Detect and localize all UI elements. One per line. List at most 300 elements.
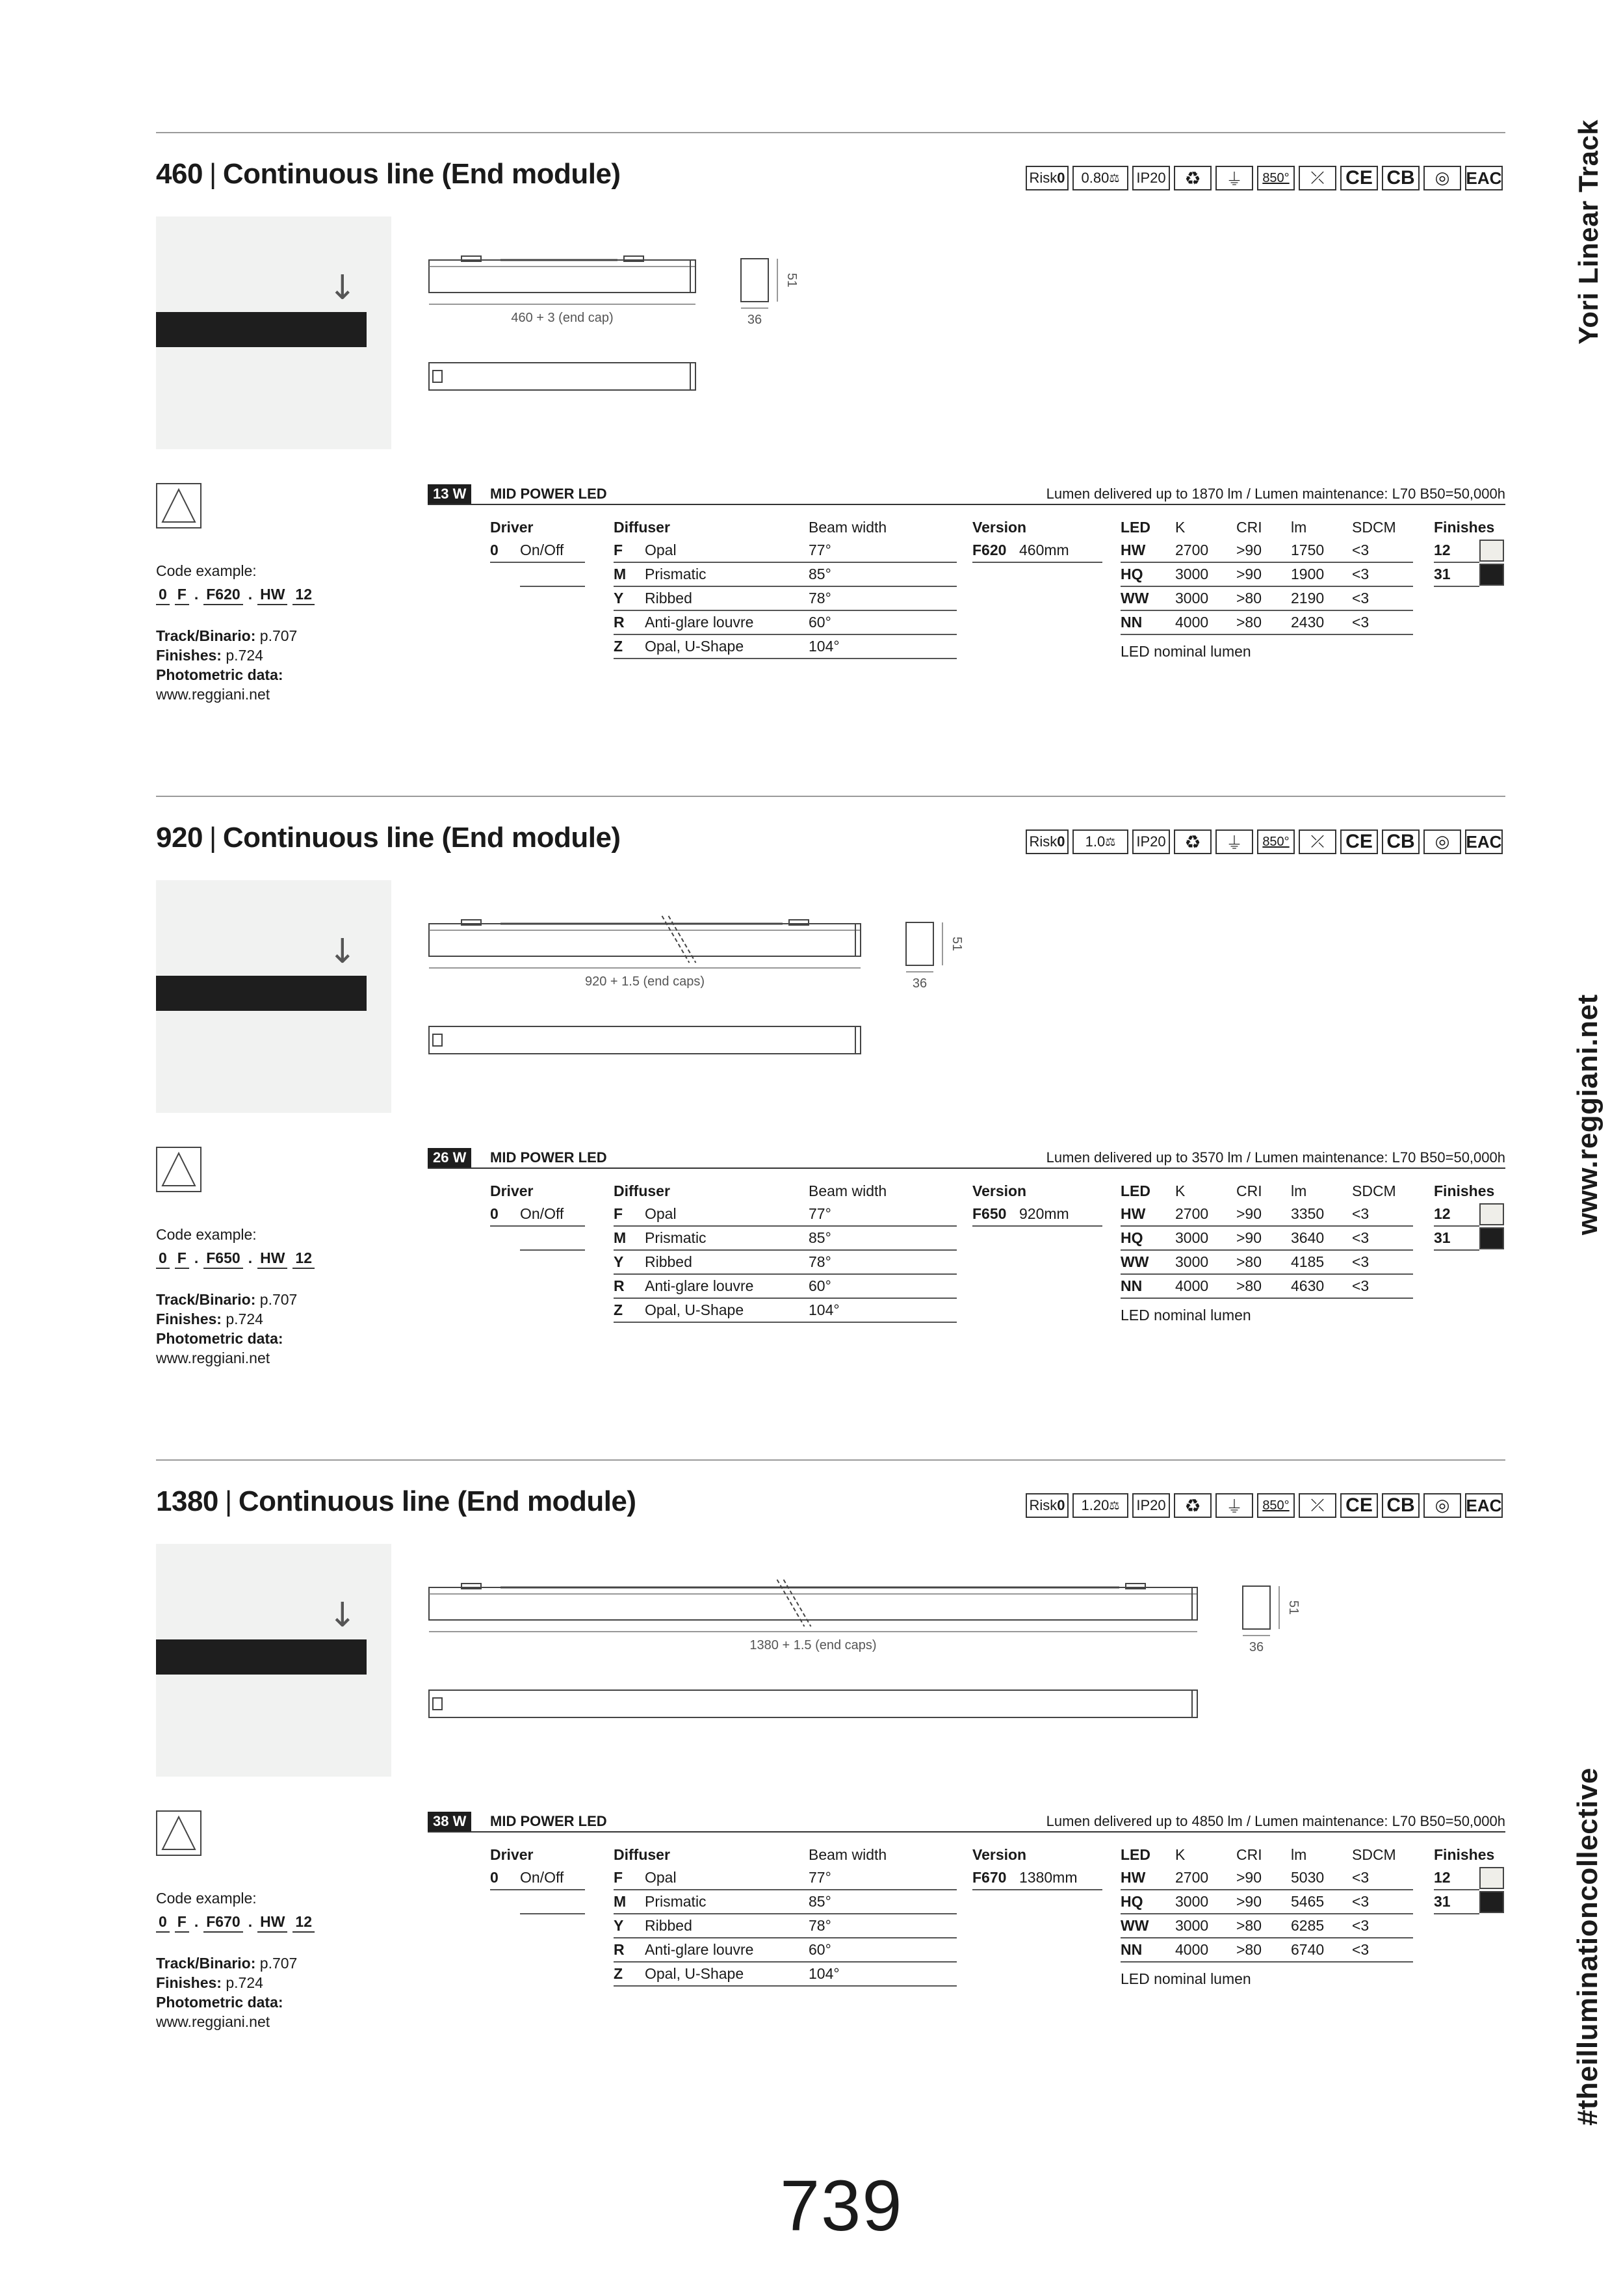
side-view-outline bbox=[429, 924, 861, 956]
led-code: HW bbox=[1121, 1203, 1175, 1226]
code-separator: . bbox=[248, 1249, 253, 1266]
finish-swatch bbox=[1479, 1891, 1504, 1913]
finish-code: 31 bbox=[1434, 1890, 1479, 1914]
code-part: HW bbox=[257, 1912, 287, 1933]
table-row bbox=[1121, 1866, 1413, 1890]
version-header: Version bbox=[972, 1182, 1027, 1199]
diffuser-name: Ribbed bbox=[645, 1250, 809, 1274]
finishes-column bbox=[1434, 1179, 1505, 1251]
website-link[interactable]: www.reggiani.net bbox=[156, 2013, 270, 2030]
finishes-ref-label: Finishes: bbox=[156, 1311, 222, 1327]
table-row bbox=[614, 1914, 957, 1938]
diffuser-name: Opal, U-Shape bbox=[645, 1962, 809, 1986]
driver-code: 0 bbox=[490, 539, 520, 562]
lumen-info: Lumen delivered up to 1870 lm / Lumen maintenance: L70 B50=50,000h bbox=[1046, 486, 1505, 502]
finishes-ref-label: Finishes: bbox=[156, 647, 222, 664]
led-lumen: 6285 bbox=[1291, 1914, 1352, 1938]
risk-group-badge bbox=[1026, 829, 1069, 854]
led-kelvin: 2700 bbox=[1175, 1866, 1236, 1890]
code-part: F670 bbox=[203, 1912, 242, 1933]
diffuser-code: Z bbox=[614, 1962, 645, 1986]
beam-width-header: Beam width bbox=[809, 1182, 887, 1199]
code-part: 0 bbox=[156, 584, 170, 605]
table-row bbox=[1434, 1890, 1505, 1914]
led-code: HW bbox=[1121, 539, 1175, 562]
version-column bbox=[972, 1179, 1102, 1227]
led-code: WW bbox=[1121, 586, 1175, 610]
diffuser-code: R bbox=[614, 1274, 645, 1298]
led-kelvin: 3000 bbox=[1175, 1890, 1236, 1914]
finishes-ref-page: p.724 bbox=[226, 647, 263, 664]
product-photo bbox=[156, 1544, 391, 1777]
code-separator: . bbox=[194, 1913, 199, 1930]
diffuser-code: F bbox=[614, 539, 645, 562]
led-lumen: 3350 bbox=[1291, 1203, 1352, 1226]
cb-mark: CB bbox=[1382, 1493, 1420, 1518]
diffuser-name: Anti-glare louvre bbox=[645, 610, 809, 634]
page-number: 739 bbox=[780, 2166, 903, 2246]
power-header bbox=[428, 1812, 1505, 1831]
finish-swatch bbox=[1479, 564, 1504, 586]
led-sdcm: <3 bbox=[1352, 1226, 1413, 1250]
table-row bbox=[614, 1298, 957, 1322]
temp-rating-badge: 850° bbox=[1257, 829, 1295, 854]
led-sdcm: <3 bbox=[1352, 610, 1413, 634]
ip-rating-badge: IP20 bbox=[1132, 166, 1170, 190]
weight-icon: ⚖ bbox=[1109, 171, 1120, 185]
beam-width-header: Beam width bbox=[809, 519, 887, 536]
product-length: 460 bbox=[156, 158, 203, 190]
eac-mark: EAC bbox=[1465, 166, 1503, 190]
width-dimension-label: 36 bbox=[747, 313, 762, 327]
no-bulb-disposal-icon: ⤫ bbox=[1299, 829, 1336, 854]
top-view-end-cap bbox=[690, 363, 695, 390]
table-row bbox=[1121, 1250, 1413, 1274]
led-sdcm: <3 bbox=[1352, 1866, 1413, 1890]
beam-width-header: Beam width bbox=[809, 1846, 887, 1863]
version-code: F670 bbox=[972, 1866, 1019, 1890]
led-code: HW bbox=[1121, 1866, 1175, 1890]
version-length: 920mm bbox=[1019, 1203, 1102, 1226]
beam-width: 104° bbox=[809, 1298, 957, 1322]
product-section bbox=[0, 132, 1623, 782]
driver-name: On/Off bbox=[520, 1203, 585, 1226]
product-title: Continuous line (End module) bbox=[222, 158, 621, 190]
risk-group-badge bbox=[1026, 166, 1069, 190]
side-label-hashtag: #theilluminationcollective bbox=[1572, 1768, 1604, 2126]
version-code: F650 bbox=[972, 1203, 1019, 1226]
track-ref-page: p.707 bbox=[259, 627, 298, 644]
ccc-mark-icon: ◎ bbox=[1423, 1493, 1461, 1518]
ground-class-icon: ⏚ bbox=[1215, 166, 1253, 190]
beam-width: 78° bbox=[809, 586, 957, 610]
arrow-down-icon: ↓ bbox=[328, 268, 357, 307]
lumen-info: Lumen delivered up to 4850 lm / Lumen maintenance: L70 B50=50,000h bbox=[1046, 1813, 1505, 1829]
led-header-label: LED bbox=[1121, 519, 1150, 536]
cb-mark: CB bbox=[1382, 829, 1420, 854]
section-title bbox=[156, 1485, 636, 1518]
lm-header: lm bbox=[1291, 519, 1307, 536]
dimension-drawing bbox=[429, 1580, 1301, 1736]
ip-rating-badge: IP20 bbox=[1132, 829, 1170, 854]
led-nominal-note: LED nominal lumen bbox=[1121, 1970, 1251, 1987]
code-separator: . bbox=[194, 586, 199, 603]
beam-width: 85° bbox=[809, 1226, 957, 1250]
led-lumen: 3640 bbox=[1291, 1226, 1352, 1250]
finish-swatch bbox=[1479, 540, 1504, 562]
title-separator: | bbox=[209, 158, 216, 190]
section-divider bbox=[156, 1459, 1505, 1461]
finishes-table bbox=[1434, 1203, 1505, 1251]
led-cri: >80 bbox=[1236, 1274, 1291, 1298]
led-cri: >90 bbox=[1236, 1203, 1291, 1226]
photometric-label: Photometric data: bbox=[156, 666, 283, 683]
no-bulb-disposal-icon: ⤫ bbox=[1299, 166, 1336, 190]
product-title: Continuous line (End module) bbox=[238, 1485, 636, 1517]
length-dimension-label: 1380 + 1.5 (end caps) bbox=[749, 1638, 877, 1652]
led-column bbox=[1121, 1179, 1413, 1324]
cb-mark: CB bbox=[1382, 166, 1420, 190]
connector-symbol bbox=[433, 1698, 442, 1710]
risk-value: 0 bbox=[1057, 833, 1065, 850]
beam-width: 78° bbox=[809, 1914, 957, 1938]
version-table bbox=[972, 539, 1102, 563]
wattage-badge: 38 W bbox=[428, 1812, 471, 1831]
title-separator: | bbox=[224, 1485, 232, 1517]
finish-swatch-cell bbox=[1479, 1203, 1505, 1226]
section-divider bbox=[156, 796, 1505, 797]
code-example-label: Code example: bbox=[156, 1890, 257, 1907]
risk-group-badge bbox=[1026, 1493, 1069, 1518]
led-table bbox=[1121, 539, 1413, 635]
finish-swatch bbox=[1479, 1227, 1504, 1249]
code-example-label: Code example: bbox=[156, 1226, 257, 1243]
height-dimension-label: 51 bbox=[950, 936, 964, 952]
table-row bbox=[614, 1250, 957, 1274]
version-length: 460mm bbox=[1019, 539, 1102, 562]
finish-swatch-cell bbox=[1479, 1890, 1505, 1914]
finishes-column bbox=[1434, 515, 1505, 587]
table-row bbox=[614, 1890, 957, 1914]
certifications bbox=[1026, 828, 1503, 855]
light-distribution-icon bbox=[156, 483, 201, 528]
version-header: Version bbox=[972, 519, 1027, 536]
arrow-down-icon: ↓ bbox=[328, 1596, 357, 1635]
led-nominal-note: LED nominal lumen bbox=[1121, 643, 1251, 660]
led-kelvin: 3000 bbox=[1175, 1914, 1236, 1938]
risk-label: Risk bbox=[1029, 833, 1058, 850]
led-code: WW bbox=[1121, 1914, 1175, 1938]
table-row bbox=[1434, 539, 1505, 562]
led-code: WW bbox=[1121, 1250, 1175, 1274]
driver-table bbox=[490, 1203, 585, 1251]
risk-value: 0 bbox=[1057, 170, 1065, 186]
table-row bbox=[614, 1962, 957, 1986]
diffuser-header bbox=[614, 515, 957, 539]
reference-info bbox=[156, 1953, 297, 2031]
weight-icon: ⚖ bbox=[1105, 835, 1116, 849]
eac-mark: EAC bbox=[1465, 1493, 1503, 1518]
table-row bbox=[614, 539, 957, 562]
sdcm-header: SDCM bbox=[1352, 519, 1396, 536]
driver-name: On/Off bbox=[520, 1866, 585, 1890]
width-dimension-label: 36 bbox=[1249, 1640, 1264, 1654]
led-code: NN bbox=[1121, 1274, 1175, 1298]
fixture-image bbox=[156, 976, 367, 1011]
risk-label: Risk bbox=[1029, 170, 1058, 186]
product-photo bbox=[156, 216, 391, 449]
code-example-label: Code example: bbox=[156, 562, 257, 579]
led-sdcm: <3 bbox=[1352, 1914, 1413, 1938]
table-row bbox=[614, 610, 957, 634]
diffuser-name: Opal bbox=[645, 1866, 809, 1890]
weight-badge bbox=[1072, 829, 1128, 854]
side-label-collection: Yori Linear Track bbox=[1573, 119, 1604, 345]
finishes-table bbox=[1434, 539, 1505, 587]
table-row bbox=[1121, 1203, 1413, 1226]
diffuser-header-label: Diffuser bbox=[614, 1182, 670, 1199]
led-sdcm: <3 bbox=[1352, 586, 1413, 610]
ground-class-icon: ⏚ bbox=[1215, 1493, 1253, 1518]
led-type: MID POWER LED bbox=[490, 1813, 607, 1829]
driver-table bbox=[490, 539, 585, 587]
version-header: Version bbox=[972, 1846, 1027, 1863]
driver-empty-row bbox=[520, 1890, 585, 1914]
driver-empty-row bbox=[520, 562, 585, 586]
driver-header: Driver bbox=[490, 519, 534, 536]
led-column bbox=[1121, 515, 1413, 660]
diffuser-name: Anti-glare louvre bbox=[645, 1938, 809, 1962]
led-cri: >90 bbox=[1236, 562, 1291, 586]
recycle-icon: ♻ bbox=[1174, 166, 1212, 190]
end-view-outline bbox=[1243, 1586, 1270, 1629]
driver-empty-row bbox=[520, 1226, 585, 1250]
led-cri: >80 bbox=[1236, 586, 1291, 610]
led-nominal-note: LED nominal lumen bbox=[1121, 1307, 1251, 1324]
weight-badge bbox=[1072, 166, 1128, 190]
technical-drawing bbox=[429, 1580, 1301, 1739]
table-row bbox=[490, 1866, 585, 1890]
led-header bbox=[1121, 515, 1413, 539]
no-bulb-disposal-icon: ⤫ bbox=[1299, 1493, 1336, 1518]
ccc-mark-icon: ◎ bbox=[1423, 166, 1461, 190]
led-table bbox=[1121, 1203, 1413, 1299]
lm-header: lm bbox=[1291, 1182, 1307, 1199]
diffuser-code: Z bbox=[614, 634, 645, 659]
diffuser-table bbox=[614, 1203, 957, 1323]
diffuser-code: M bbox=[614, 1890, 645, 1914]
top-view-outline bbox=[429, 1026, 861, 1054]
diffuser-header bbox=[614, 1843, 957, 1866]
table-row bbox=[1121, 562, 1413, 586]
driver-code: 0 bbox=[490, 1203, 520, 1226]
track-ref-page: p.707 bbox=[259, 1291, 298, 1308]
led-kelvin: 4000 bbox=[1175, 610, 1236, 634]
code-example bbox=[156, 1888, 315, 1933]
top-view-end-cap bbox=[855, 1026, 861, 1054]
dimension-drawing bbox=[429, 916, 964, 1072]
code-example-parts bbox=[156, 1248, 315, 1269]
cri-header: CRI bbox=[1236, 519, 1262, 536]
table-row bbox=[1434, 1866, 1505, 1890]
k-header: K bbox=[1175, 519, 1186, 536]
top-view-outline bbox=[429, 363, 695, 390]
led-cri: >90 bbox=[1236, 1866, 1291, 1890]
end-cap bbox=[855, 924, 861, 956]
table-row bbox=[1121, 1938, 1413, 1962]
power-header bbox=[428, 1148, 1505, 1168]
led-code: HQ bbox=[1121, 562, 1175, 586]
finish-code: 31 bbox=[1434, 1226, 1479, 1250]
diffuser-name: Opal bbox=[645, 1203, 809, 1226]
side-view-outline bbox=[429, 260, 695, 293]
led-cri: >90 bbox=[1236, 1890, 1291, 1914]
code-example-parts bbox=[156, 1912, 315, 1933]
side-view-outline bbox=[429, 1587, 1197, 1620]
table-row bbox=[1121, 586, 1413, 610]
width-dimension-label: 36 bbox=[912, 976, 928, 991]
photometric-label: Photometric data: bbox=[156, 1994, 283, 2011]
diffuser-name: Opal bbox=[645, 539, 809, 562]
led-sdcm: <3 bbox=[1352, 1938, 1413, 1962]
finishes-ref bbox=[156, 1973, 297, 1992]
lumen-info: Lumen delivered up to 3570 lm / Lumen maintenance: L70 B50=50,000h bbox=[1046, 1149, 1505, 1166]
finish-swatch-cell bbox=[1479, 1226, 1505, 1250]
finishes-ref bbox=[156, 1309, 297, 1329]
table-row bbox=[490, 1203, 585, 1226]
k-header: K bbox=[1175, 1182, 1186, 1199]
risk-value: 0 bbox=[1057, 1497, 1065, 1513]
code-example bbox=[156, 561, 315, 605]
power-header-rule bbox=[428, 1168, 1505, 1169]
led-header-label: LED bbox=[1121, 1182, 1150, 1199]
led-lumen: 4185 bbox=[1291, 1250, 1352, 1274]
track-ref-label: Track/Binario: bbox=[156, 627, 256, 644]
led-lumen: 2430 bbox=[1291, 610, 1352, 634]
lm-header: lm bbox=[1291, 1846, 1307, 1863]
led-sdcm: <3 bbox=[1352, 1890, 1413, 1914]
finish-swatch bbox=[1479, 1203, 1504, 1225]
ce-mark: CE bbox=[1340, 166, 1378, 190]
diffuser-code: M bbox=[614, 1226, 645, 1250]
code-separator: . bbox=[194, 1249, 199, 1266]
arrow-down-icon: ↓ bbox=[328, 932, 357, 971]
website-link[interactable]: www.reggiani.net bbox=[156, 1350, 270, 1366]
led-column bbox=[1121, 1843, 1413, 1988]
finish-code: 12 bbox=[1434, 539, 1479, 562]
power-header-rule bbox=[428, 1831, 1505, 1833]
led-cri: >90 bbox=[1236, 539, 1291, 562]
led-cri: >80 bbox=[1236, 610, 1291, 634]
diffuser-table bbox=[614, 539, 957, 659]
led-kelvin: 2700 bbox=[1175, 539, 1236, 562]
code-part: F bbox=[175, 1248, 189, 1269]
diffuser-code: M bbox=[614, 562, 645, 586]
driver-name: On/Off bbox=[520, 539, 585, 562]
led-kelvin: 3000 bbox=[1175, 1250, 1236, 1274]
code-part: 0 bbox=[156, 1912, 170, 1933]
website-link[interactable]: www.reggiani.net bbox=[156, 686, 270, 703]
track-ref bbox=[156, 1290, 297, 1309]
light-distribution-icon bbox=[156, 1147, 201, 1192]
code-example-parts bbox=[156, 584, 315, 605]
table-row bbox=[1121, 539, 1413, 562]
led-sdcm: <3 bbox=[1352, 1203, 1413, 1226]
wattage-badge: 26 W bbox=[428, 1148, 471, 1168]
ce-mark: CE bbox=[1340, 829, 1378, 854]
product-length: 1380 bbox=[156, 1485, 218, 1517]
sdcm-header: SDCM bbox=[1352, 1182, 1396, 1199]
length-dimension-label: 460 + 3 (end cap) bbox=[511, 311, 614, 325]
led-lumen: 5030 bbox=[1291, 1866, 1352, 1890]
beam-width: 85° bbox=[809, 562, 957, 586]
table-row bbox=[1434, 1226, 1505, 1250]
diffuser-code: Y bbox=[614, 586, 645, 610]
finishes-column bbox=[1434, 1843, 1505, 1914]
table-row bbox=[1121, 1890, 1413, 1914]
diffuser-header bbox=[614, 1179, 957, 1203]
table-row bbox=[1434, 562, 1505, 586]
table-row bbox=[614, 634, 957, 659]
track-ref bbox=[156, 1953, 297, 1973]
section-title bbox=[156, 158, 621, 190]
finishes-table bbox=[1434, 1866, 1505, 1914]
track-ref-page: p.707 bbox=[259, 1955, 298, 1972]
finishes-header: Finishes bbox=[1434, 1182, 1495, 1199]
finish-code: 12 bbox=[1434, 1866, 1479, 1890]
driver-column bbox=[490, 1179, 585, 1251]
led-sdcm: <3 bbox=[1352, 539, 1413, 562]
table-row bbox=[490, 539, 585, 562]
beam-width: 77° bbox=[809, 1203, 957, 1226]
driver-table bbox=[490, 1866, 585, 1914]
led-cri: >80 bbox=[1236, 1938, 1291, 1962]
code-part: F bbox=[175, 1912, 189, 1933]
table-row bbox=[1121, 1274, 1413, 1298]
led-type: MID POWER LED bbox=[490, 486, 607, 502]
table-row bbox=[614, 562, 957, 586]
technical-drawing bbox=[429, 916, 964, 1075]
ccc-mark-icon: ◎ bbox=[1423, 829, 1461, 854]
diffuser-header-label: Diffuser bbox=[614, 519, 670, 536]
table-row bbox=[614, 1226, 957, 1250]
finishes-header: Finishes bbox=[1434, 519, 1495, 536]
code-separator: . bbox=[248, 1913, 253, 1930]
product-title: Continuous line (End module) bbox=[222, 822, 621, 854]
product-section bbox=[0, 1459, 1623, 2109]
power-header bbox=[428, 484, 1505, 504]
version-column bbox=[972, 515, 1102, 563]
led-cri: >90 bbox=[1236, 1226, 1291, 1250]
beam-width: 104° bbox=[809, 1962, 957, 1986]
led-kelvin: 3000 bbox=[1175, 562, 1236, 586]
table-row bbox=[972, 539, 1102, 562]
finishes-ref-label: Finishes: bbox=[156, 1974, 222, 1991]
led-sdcm: <3 bbox=[1352, 1274, 1413, 1298]
driver-column bbox=[490, 515, 585, 587]
ip-rating-badge: IP20 bbox=[1132, 1493, 1170, 1518]
led-lumen: 1900 bbox=[1291, 562, 1352, 586]
beam-width: 77° bbox=[809, 1866, 957, 1890]
led-header bbox=[1121, 1843, 1413, 1866]
driver-header: Driver bbox=[490, 1846, 534, 1863]
side-label-website[interactable]: www.reggiani.net bbox=[1572, 994, 1604, 1235]
led-kelvin: 3000 bbox=[1175, 1226, 1236, 1250]
led-kelvin: 2700 bbox=[1175, 1203, 1236, 1226]
diffuser-code: F bbox=[614, 1866, 645, 1890]
code-part: 0 bbox=[156, 1248, 170, 1269]
version-column bbox=[972, 1843, 1102, 1890]
